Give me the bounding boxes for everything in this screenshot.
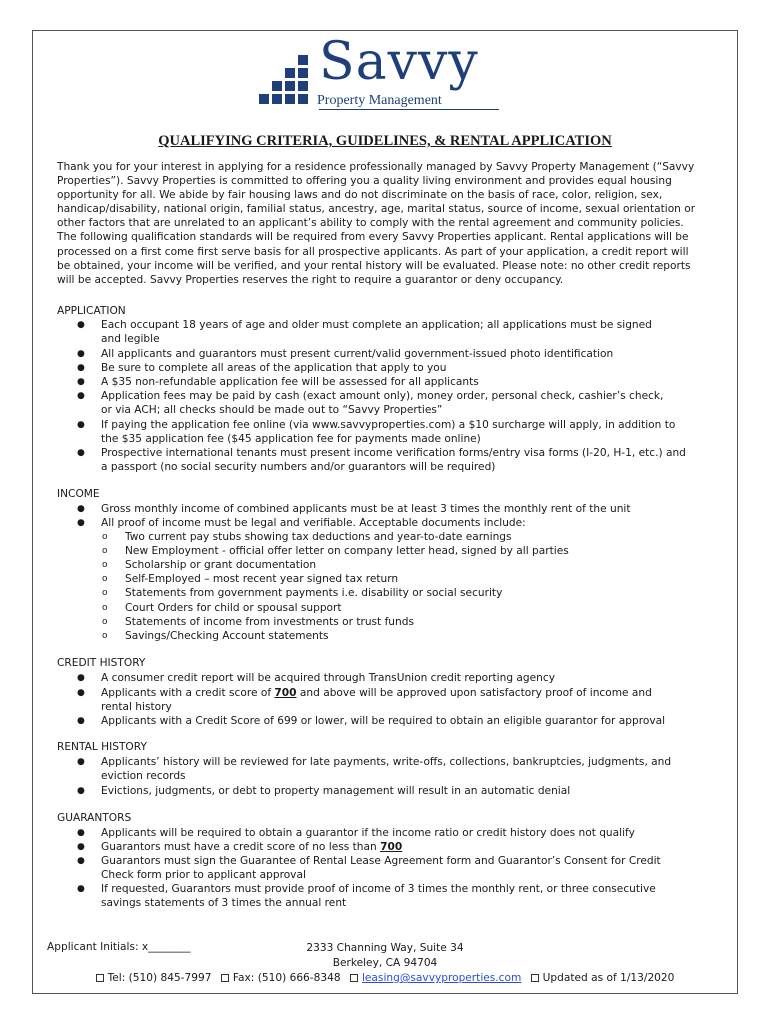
email-link[interactable]: leasing@savvyproperties.com [361,972,522,984]
sub-list-item: Savings/Checking Account statements [125,630,329,642]
list-item: All applicants and guarantors must present current/valid government-issued photo identification [101,348,614,360]
section-heading-income: INCOME [57,488,100,500]
section-heading-application: APPLICATION [57,305,126,317]
list-item: Applicants with a Credit Score of 699 or lower, will be required to obtain an eligible guarantor for approval [101,715,666,727]
list-item: Guarantors must sign the Guarantee of Rental Lease Agreement form and Guarantor’s Consent for Credit Check form prior to applicant approval [101,855,661,882]
square-bullet-icon [96,974,104,982]
sub-list-item: Scholarship or grant documentation [125,559,317,571]
list-item: Be sure to complete all areas of the application that apply to you [101,362,447,374]
sub-list-item: Two current pay stubs showing tax deductions and year-to-date earnings [125,531,512,543]
footer-address-line1: 2333 Channing Way, Suite 34 [306,942,464,954]
list-item: Applicants will be required to obtain a guarantor if the income ratio or credit history does not qualify [101,827,635,839]
sub-list-item: New Employment - official offer letter on company letter head, signed by all parties [125,545,569,557]
logo-subtitle: Property Management [317,93,442,108]
document-title: QUALIFYING CRITERIA, GUIDELINES, & RENTAL APPLICATION [158,133,612,149]
applicant-initials-field[interactable]: Applicant Initials: x________ [47,941,191,953]
list-item: All proof of income must be legal and verifiable. Acceptable documents include: [101,517,526,529]
list-item: Evictions, judgments, or debt to property management will result in an automatic denial [101,785,571,797]
list-item: Each occupant 18 years of age and older must complete an application; all applications must be signed and legible [101,319,652,346]
section-heading-rental: RENTAL HISTORY [57,741,147,753]
list-item: Applicants’ history will be reviewed for late payments, write-offs, collections, bankruptcies, judgments, and eviction records [101,756,672,783]
square-bullet-icon [221,974,229,982]
list-item: Applicants with a credit score of 700 and above will be approved upon satisfactory proof of income and rental history [101,687,652,714]
sub-list-item: Court Orders for child or spousal support [125,602,342,614]
sub-list-item: Self-Employed – most recent year signed tax return [125,573,399,585]
intro-paragraph: Thank you for your interest in applying for a residence professionally managed by Savvy Property Management (“Savvy Properties”). Savvy Properties is committed to offering you a quality living environment and provides equal housing opportunity for all. We abide by fair housing laws and do not discriminate on the basis of race, color, religion, sex, handicap/disability, national origin, familial status, ancestry, age, marital status, source of income, sexual orientation or other factors that are unrelated to an applicant’s ability to comply with the rental agreement and community policies. The following qualification standards will be required from every Savvy Properties applicant. Rental applications will be processed on a first come first serve basis for all prospective applicants. As part of your application, a credit report will be obtained, your income will be verified, and your rental history will be evaluated. Please note: no other credit reports will be accepted. Savvy Properties reserves the right to require a guarantor or deny occupancy. [57,161,696,286]
sub-list-item: Statements of income from investments or trust funds [125,616,414,628]
list-item: A $35 non-refundable application fee will be assessed for all applicants [101,376,479,388]
section-heading-guarantors: GUARANTORS [57,812,132,824]
list-item: Application fees may be paid by cash (exact amount only), money order, personal check, cashier’s check, or via ACH; all checks should be made out to “Savvy Properties” [101,390,664,417]
list-item: Prospective international tenants must present income verification forms/entry visa forms (I-20, H-1, etc.) and a passport (no social security numbers and/or guarantors will be required) [101,447,686,474]
list-item: A consumer credit report will be acquired through TransUnion credit reporting agency [101,672,555,684]
footer-address-line2: Berkeley, CA 94704 [332,957,438,969]
square-bullet-icon [531,974,539,982]
section-heading-credit: CREDIT HISTORY [57,657,146,669]
footer-contact: Tel: (510) 845-7997 Fax: (510) 666-8348 leasing@savvyproperties.com Updated as of 1/13/2020 [0,971,770,986]
sub-list-item: Statements from government payments i.e. disability or social security [125,587,503,599]
list-item: If requested, Guarantors must provide proof of income of 3 times the monthly rent, or three consecutive savings statements of 3 times the annual rent [101,883,656,910]
company-logo [259,32,509,112]
list-item: If paying the application fee online (via www.savvyproperties.com) a $10 surcharge will apply, in addition to the $35 application fee ($45 application fee for payments made online) [101,419,676,446]
list-item: Guarantors must have a credit score of no less than 700 [101,841,403,853]
logo-wordmark: Savvy [319,32,479,92]
square-bullet-icon [350,974,358,982]
list-item: Gross monthly income of combined applicants must be at least 3 times the monthly rent of the unit [101,503,631,515]
